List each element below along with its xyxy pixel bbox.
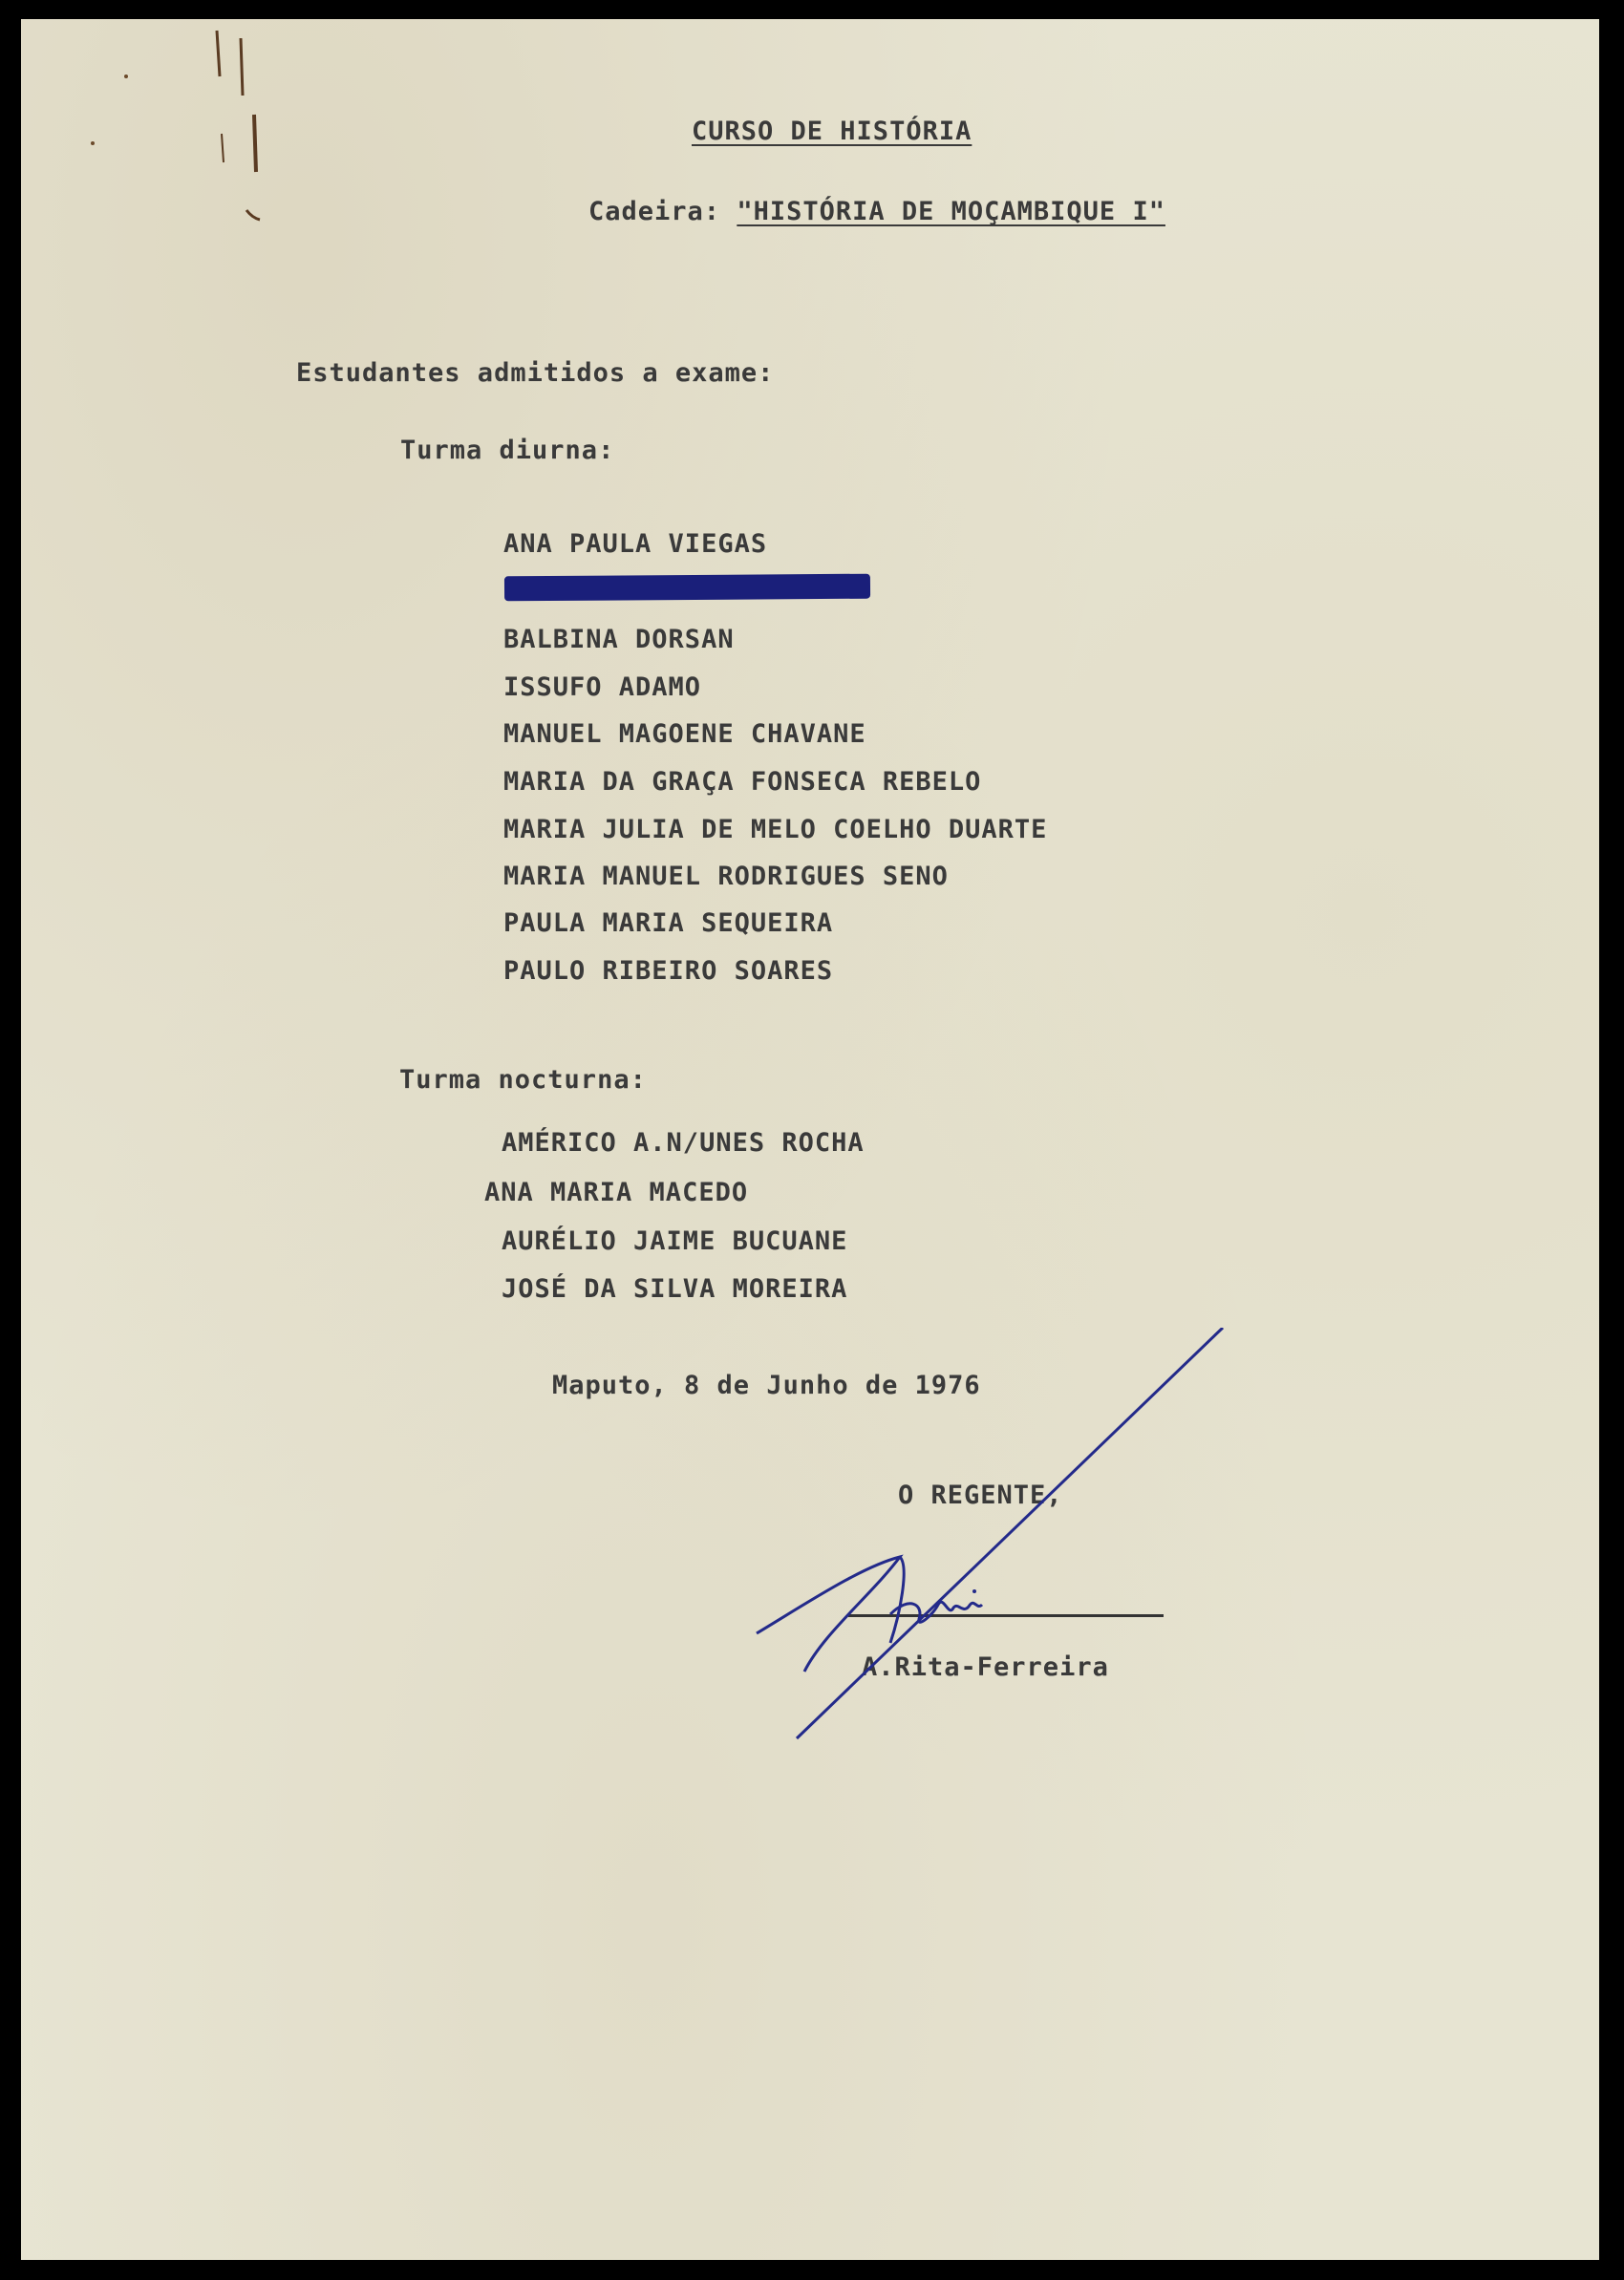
list-item: MARIA JULIA DE MELO COELHO DUARTE	[503, 815, 1048, 844]
list-item: BALBINA DORSAN	[503, 625, 735, 654]
redaction-bar	[504, 574, 870, 602]
list-item: JOSÉ DA SILVA MOREIRA	[502, 1274, 848, 1304]
handwritten-signature	[747, 1328, 1244, 1767]
list-item: PAULO RIBEIRO SOARES	[503, 956, 834, 986]
document-page	[21, 19, 1599, 2260]
list-item: AURÉLIO JAIME BUCUANE	[502, 1226, 848, 1256]
margin-ink-marks	[21, 19, 327, 267]
subject-value: "HISTÓRIA DE MOÇAMBIQUE I"	[737, 197, 1165, 226]
list-item: ANA MARIA MACEDO	[484, 1178, 749, 1207]
course-title: CURSO DE HISTÓRIA	[692, 117, 972, 146]
list-item: ISSUFO ADAMO	[503, 672, 702, 702]
signatory-name: A.Rita-Ferreira	[862, 1652, 1109, 1682]
subject-line	[588, 197, 1165, 226]
date-line: Maputo, 8 de Junho de 1976	[552, 1371, 981, 1400]
day-class-label: Turma diurna:	[400, 436, 615, 465]
signatory-title: O REGENTE,	[898, 1481, 1063, 1510]
list-item: MARIA MANUEL RODRIGUES SENO	[503, 862, 949, 891]
list-item: AMÉRICO A.N/UNES ROCHA	[502, 1128, 865, 1158]
list-item: MANUEL MAGOENE CHAVANE	[503, 719, 866, 749]
list-item: PAULA MARIA SEQUEIRA	[503, 908, 834, 938]
list-item: ANA PAULA VIEGAS	[503, 529, 768, 559]
night-class-label: Turma nocturna:	[399, 1065, 647, 1095]
subject-label: Cadeira:	[588, 197, 721, 226]
list-item: MARIA DA GRAÇA FONSECA REBELO	[503, 767, 982, 797]
admitted-students-heading: Estudantes admitidos a exame:	[296, 358, 775, 388]
